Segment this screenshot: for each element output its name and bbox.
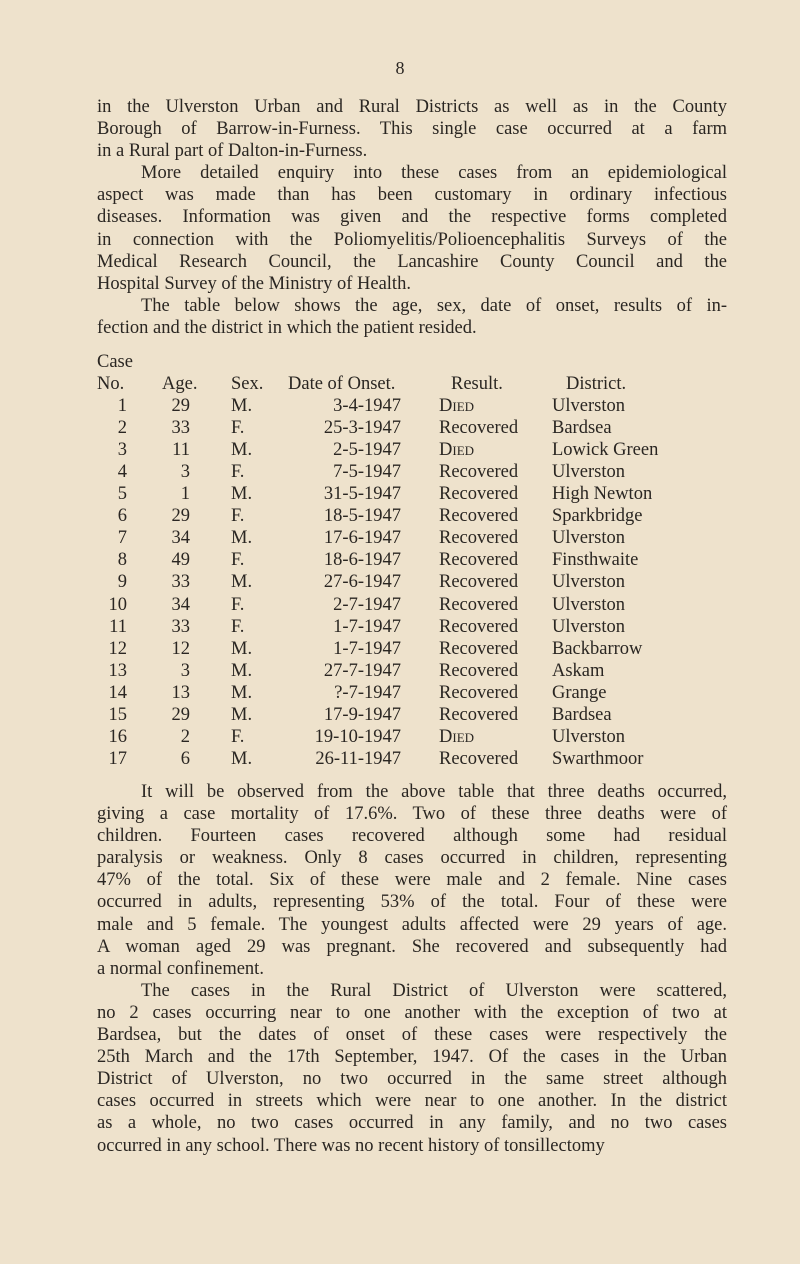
table-row xyxy=(97,461,737,483)
district-cell: Ulverston xyxy=(552,528,625,549)
header-case: Case xyxy=(97,352,133,372)
result-cell: Recovered xyxy=(439,572,519,593)
sex-cell: M. xyxy=(231,638,253,659)
sex-cell: F. xyxy=(231,550,245,571)
text-line: More detailed enquiry into these cases from an epidemiological xyxy=(141,163,727,184)
table-row xyxy=(97,505,737,527)
text-line: male and 5 female. The youngest adults affected were 29 years of age. xyxy=(97,914,727,935)
sex-cell: M. xyxy=(231,704,253,725)
district-cell: High Newton xyxy=(552,484,653,505)
text-line: occurred in adults, representing 53% of the total. Four of these were xyxy=(97,892,727,913)
text-line: 47% of the total. Six of these were male and 2 female. Nine cases xyxy=(97,870,727,891)
sex-cell: M. xyxy=(231,660,253,681)
table-row xyxy=(97,483,737,505)
date-of-onset-cell: 19-10-1947 xyxy=(314,726,401,747)
text-line: in a Rural part of Dalton-in-Furness. xyxy=(97,141,368,162)
case-no-cell: 11 xyxy=(109,616,127,637)
date-of-onset-cell: 27-6-1947 xyxy=(323,572,401,593)
age-cell: 12 xyxy=(171,638,190,659)
table-row xyxy=(97,616,737,638)
district-cell: Askam xyxy=(552,660,605,681)
date-of-onset-cell: 2-5-1947 xyxy=(333,440,401,461)
age-cell: 49 xyxy=(171,550,190,571)
district-cell: Bardsea xyxy=(552,418,612,439)
text-line: in the Ulverston Urban and Rural Districts as well as in the County xyxy=(97,97,727,117)
table-row xyxy=(97,682,737,704)
district-cell: Ulverston xyxy=(552,572,625,593)
sex-cell: F. xyxy=(231,616,245,637)
text-line: no 2 cases occurring near to one another with the exception of two at xyxy=(97,1002,727,1023)
age-cell: 11 xyxy=(172,440,190,461)
text-line: diseases. Information was given and the respective forms completed xyxy=(97,207,727,228)
district-cell: Ulverston xyxy=(552,594,625,615)
result-cell: Died xyxy=(439,440,475,461)
text-line: The table below shows the age, sex, date of onset, results of in- xyxy=(141,295,727,316)
result-cell: Recovered xyxy=(439,506,519,527)
result-cell: Recovered xyxy=(439,748,519,769)
result-cell: Recovered xyxy=(439,594,519,615)
date-of-onset-cell: 31-5-1947 xyxy=(323,484,401,505)
table-row xyxy=(97,638,737,660)
district-cell: Bardsea xyxy=(552,704,612,725)
sex-cell: M. xyxy=(231,396,253,417)
district-cell: Swarthmoor xyxy=(552,748,644,769)
result-cell: Recovered xyxy=(439,528,519,549)
case-no-cell: 3 xyxy=(117,440,127,461)
date-of-onset-cell: ?-7-1947 xyxy=(334,682,401,703)
age-cell: 33 xyxy=(171,616,190,637)
text-line: 25th March and the 17th September, 1947. Of the cases in the Urban xyxy=(97,1047,727,1068)
case-no-cell: 12 xyxy=(108,638,127,659)
age-cell: 29 xyxy=(171,396,190,417)
date-of-onset-cell: 17-6-1947 xyxy=(323,528,401,549)
date-of-onset-cell: 7-5-1947 xyxy=(333,462,401,483)
text-line: Hospital Survey of the Ministry of Health. xyxy=(97,273,411,294)
case-no-cell: 2 xyxy=(117,418,127,439)
table-row xyxy=(97,660,737,682)
text-line: in connection with the Poliomyelitis/Polioencephalitis Surveys of the xyxy=(97,229,727,250)
table-row xyxy=(97,571,737,593)
case-no-cell: 8 xyxy=(117,550,127,571)
sex-cell: F. xyxy=(231,418,245,439)
age-cell: 13 xyxy=(171,682,190,703)
text-line: cases occurred in streets which were near to one another. In the district xyxy=(97,1091,727,1112)
closing-text xyxy=(97,781,727,1157)
text-line: a normal confinement. xyxy=(97,958,264,979)
date-of-onset-cell: 2-7-1947 xyxy=(333,594,401,615)
text-line: giving a case mortality of 17.6%. Two of these three deaths were of xyxy=(97,804,727,825)
text-line: Medical Research Council, the Lancashire County Council and the xyxy=(97,251,727,272)
table-row xyxy=(97,527,737,549)
text-line: The cases in the Rural District of Ulverston were scattered, xyxy=(141,980,727,1001)
text-line: as a whole, no two cases occurred in any family, and no two cases xyxy=(97,1113,727,1134)
table-row xyxy=(97,594,737,616)
result-cell: Recovered xyxy=(439,462,519,483)
age-cell: 33 xyxy=(171,572,190,593)
date-of-onset-cell: 3-4-1947 xyxy=(333,396,401,417)
date-of-onset-cell: 26-11-1947 xyxy=(315,748,401,769)
district-cell: Ulverston xyxy=(552,462,625,483)
age-cell: 1 xyxy=(180,484,190,505)
date-of-onset-cell: 25-3-1947 xyxy=(323,418,401,439)
text-line: Borough of Barrow-in-Furness. This single case occurred at a farm xyxy=(97,119,727,140)
case-no-cell: 6 xyxy=(117,506,127,527)
district-cell: Ulverston xyxy=(552,726,625,747)
age-cell: 3 xyxy=(180,462,190,483)
result-cell: Died xyxy=(439,726,475,747)
table-row xyxy=(97,395,737,417)
result-cell: Recovered xyxy=(439,682,519,703)
table-row xyxy=(97,417,737,439)
text-line: children. Fourteen cases recovered although some had residual xyxy=(97,826,727,847)
intro-text xyxy=(97,96,727,339)
sex-cell: M. xyxy=(231,440,253,461)
district-cell: Ulverston xyxy=(552,616,625,637)
district-cell: Finsthwaite xyxy=(552,550,639,571)
result-cell: Recovered xyxy=(439,638,519,659)
sex-cell: M. xyxy=(231,572,253,593)
date-of-onset-cell: 1-7-1947 xyxy=(333,638,401,659)
date-of-onset-cell: 1-7-1947 xyxy=(333,616,401,637)
age-cell: 34 xyxy=(171,528,190,549)
cases-table xyxy=(97,351,737,770)
sex-cell: F. xyxy=(231,726,245,747)
header-district: District. xyxy=(566,374,627,395)
date-of-onset-cell: 18-5-1947 xyxy=(323,506,401,527)
age-cell: 6 xyxy=(180,748,190,769)
result-cell: Recovered xyxy=(439,704,519,725)
age-cell: 33 xyxy=(171,418,190,439)
text-line: District of Ulverston, no two occurred in the same street although xyxy=(97,1069,727,1090)
text-line: occurred in any school. There was no recent history of tonsillectomy xyxy=(97,1135,605,1156)
date-of-onset-cell: 18-6-1947 xyxy=(323,550,401,571)
case-no-cell: 13 xyxy=(108,660,127,681)
district-cell: Ulverston xyxy=(552,396,625,417)
sex-cell: F. xyxy=(231,462,245,483)
table-row xyxy=(97,704,737,726)
age-cell: 29 xyxy=(171,704,190,725)
result-cell: Recovered xyxy=(439,550,519,571)
text-line: It will be observed from the above table that three deaths occurred, xyxy=(141,782,727,802)
district-cell: Backbarrow xyxy=(552,638,643,659)
header-age: Age. xyxy=(162,374,198,395)
case-no-cell: 4 xyxy=(117,462,127,483)
sex-cell: F. xyxy=(231,594,245,615)
case-no-cell: 5 xyxy=(117,484,127,505)
case-no-cell: 1 xyxy=(117,396,127,417)
case-no-cell: 15 xyxy=(108,704,127,725)
text-line: fection and the district in which the patient resided. xyxy=(97,317,477,338)
table-row xyxy=(97,549,737,571)
date-of-onset-cell: 27-7-1947 xyxy=(323,660,401,681)
sex-cell: M. xyxy=(231,682,253,703)
sex-cell: M. xyxy=(231,528,253,549)
age-cell: 34 xyxy=(171,594,190,615)
text-line: paralysis or weakness. Only 8 cases occurred in children, representing xyxy=(97,848,727,869)
header-no: No. xyxy=(97,374,125,395)
sex-cell: M. xyxy=(231,748,253,769)
result-cell: Recovered xyxy=(439,616,519,637)
result-cell: Recovered xyxy=(439,660,519,681)
date-of-onset-cell: 17-9-1947 xyxy=(323,704,401,725)
header-result: Result. xyxy=(451,374,503,395)
case-no-cell: 9 xyxy=(117,572,127,593)
header-sex: Sex. xyxy=(231,374,264,395)
text-line: aspect was made than has been customary in ordinary infectious xyxy=(97,185,727,206)
table-row xyxy=(97,726,737,748)
table-row xyxy=(97,439,737,461)
result-cell: Recovered xyxy=(439,484,519,505)
case-no-cell: 14 xyxy=(108,682,127,703)
table-header-top xyxy=(97,351,737,373)
table-header xyxy=(97,373,737,395)
result-cell: Died xyxy=(439,396,475,417)
case-no-cell: 16 xyxy=(108,726,127,747)
case-no-cell: 17 xyxy=(108,748,127,769)
case-no-cell: 7 xyxy=(117,528,127,549)
age-cell: 2 xyxy=(180,726,190,747)
district-cell: Lowick Green xyxy=(552,440,659,461)
text-line: A woman aged 29 was pregnant. She recovered and subsequently had xyxy=(97,936,727,957)
case-no-cell: 10 xyxy=(108,594,127,615)
age-cell: 29 xyxy=(171,506,190,527)
sex-cell: M. xyxy=(231,484,253,505)
age-cell: 3 xyxy=(180,660,190,681)
result-cell: Recovered xyxy=(439,418,519,439)
sex-cell: F. xyxy=(231,506,245,527)
table-row xyxy=(97,748,737,770)
district-cell: Grange xyxy=(552,682,607,703)
page-number: 8 xyxy=(395,58,405,78)
district-cell: Sparkbridge xyxy=(552,506,643,527)
header-date: Date of Onset. xyxy=(288,374,396,395)
text-line: Bardsea, but the dates of onset of these cases were respectively the xyxy=(97,1025,727,1046)
